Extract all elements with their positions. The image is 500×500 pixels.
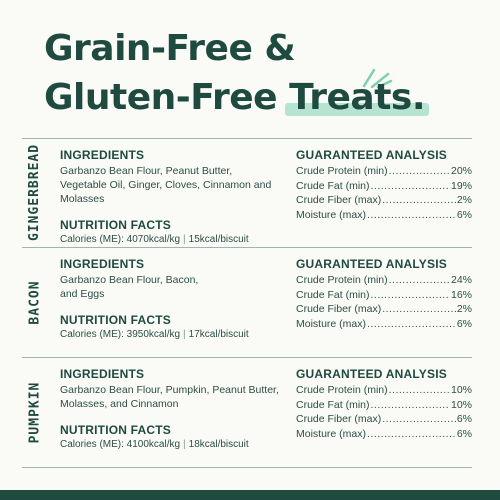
analysis-label: Crude Fat (min): [296, 398, 370, 411]
analysis-value: 10%: [450, 398, 472, 411]
product-section-pumpkin: [22, 358, 472, 466]
analysis-row: [296, 288, 472, 303]
bottom-bar: [0, 490, 500, 500]
analysis-row: [296, 412, 472, 427]
ingredients-heading: INGREDIENTS: [60, 367, 145, 381]
analysis-label: Crude Protein (min): [296, 384, 388, 396]
nutrition-heading: NUTRITION FACTS: [60, 423, 171, 437]
analysis-row: [296, 398, 472, 413]
analysis-row: [296, 193, 472, 208]
nutrition-heading: NUTRITION FACTS: [60, 218, 171, 232]
analysis-label: Crude Fiber (max): [296, 194, 382, 206]
analysis-value: 2%: [456, 194, 472, 206]
analysis-label: Moisture (max): [296, 208, 367, 221]
title-line-2-plain: Gluten-Free: [44, 77, 290, 118]
product-section-gingerbread: [22, 139, 472, 246]
analysis-row: [296, 427, 472, 442]
title-highlight: Treats.: [289, 73, 425, 122]
analysis-column: [296, 148, 472, 222]
calories-text: Calories (ME): 4100kcal/kg | 18kcal/biscuit: [60, 439, 249, 450]
analysis-row: [296, 383, 472, 398]
analysis-value: 16%: [450, 288, 472, 301]
page-title: [44, 24, 425, 122]
analysis-column: [296, 367, 472, 441]
product-name: GINGERBREAD: [27, 143, 43, 242]
analysis-row: [296, 179, 472, 194]
ingredients-column: [60, 367, 280, 450]
analysis-label: Crude Fat (min): [296, 179, 370, 192]
divider: [22, 467, 472, 468]
calories-text: Calories (ME): 3950kcal/kg | 17kcal/biscuit: [60, 329, 249, 340]
product-name: PUMPKIN: [27, 381, 43, 443]
product-name: BACON: [27, 279, 43, 325]
calories-per-kg: Calories (ME): 4100kcal/kg: [60, 439, 181, 450]
calories-per-biscuit: 17kcal/biscuit: [188, 329, 249, 340]
ingredients-heading: INGREDIENTS: [60, 148, 145, 162]
calories-text: Calories (ME): 4070kcal/kg | 15kcal/biscuit: [60, 234, 249, 245]
nutrition-heading: NUTRITION FACTS: [60, 313, 171, 327]
ingredients-text: Garbanzo Bean Flour, Bacon, and Eggs: [60, 274, 199, 300]
calories-per-biscuit: 18kcal/biscuit: [188, 439, 249, 450]
calories-per-biscuit: 15kcal/biscuit: [188, 234, 249, 245]
title-line-2: [44, 73, 425, 122]
ingredients-column: [60, 257, 280, 340]
analysis-label: Crude Protein (min): [296, 165, 388, 177]
analysis-value: 24%: [450, 274, 472, 286]
analysis-row: [296, 317, 472, 332]
analysis-label: Crude Fiber (max): [296, 413, 382, 425]
analysis-value: 19%: [450, 179, 472, 192]
analysis-row: [296, 208, 472, 223]
analysis-value: 6%: [456, 427, 472, 440]
analysis-row: [296, 273, 472, 288]
calories-per-kg: Calories (ME): 4070kcal/kg: [60, 234, 181, 245]
ingredients-text: Garbanzo Bean Flour, Peanut Butter, Vegetable Oil, Ginger, Cloves, Cinnamon and Molasses: [60, 165, 272, 205]
analysis-value: 10%: [450, 384, 472, 396]
ingredients-text: Garbanzo Bean Flour, Pumpkin, Peanut Butter, Molasses, and Cinnamon: [60, 384, 279, 410]
analysis-value: 6%: [456, 317, 472, 330]
analysis-row: [296, 302, 472, 317]
ingredients-column: [60, 148, 280, 245]
ingredients-heading: INGREDIENTS: [60, 257, 145, 271]
analysis-value: 6%: [456, 413, 472, 425]
product-section-bacon: [22, 248, 472, 356]
analysis-label: Crude Fat (min): [296, 288, 370, 301]
title-line-1: Grain-Free &: [44, 28, 296, 69]
analysis-value: 2%: [456, 303, 472, 315]
analysis-value: 6%: [456, 208, 472, 221]
analysis-label: Crude Protein (min): [296, 274, 388, 286]
analysis-column: [296, 257, 472, 331]
analysis-label: Moisture (max): [296, 427, 367, 440]
analysis-heading: GUARANTEED ANALYSIS: [296, 148, 447, 162]
analysis-row: [296, 164, 472, 179]
calories-per-kg: Calories (ME): 3950kcal/kg: [60, 329, 181, 340]
analysis-label: Moisture (max): [296, 317, 367, 330]
analysis-heading: GUARANTEED ANALYSIS: [296, 367, 447, 381]
analysis-heading: GUARANTEED ANALYSIS: [296, 257, 447, 271]
analysis-label: Crude Fiber (max): [296, 303, 382, 315]
analysis-value: 20%: [450, 165, 472, 177]
